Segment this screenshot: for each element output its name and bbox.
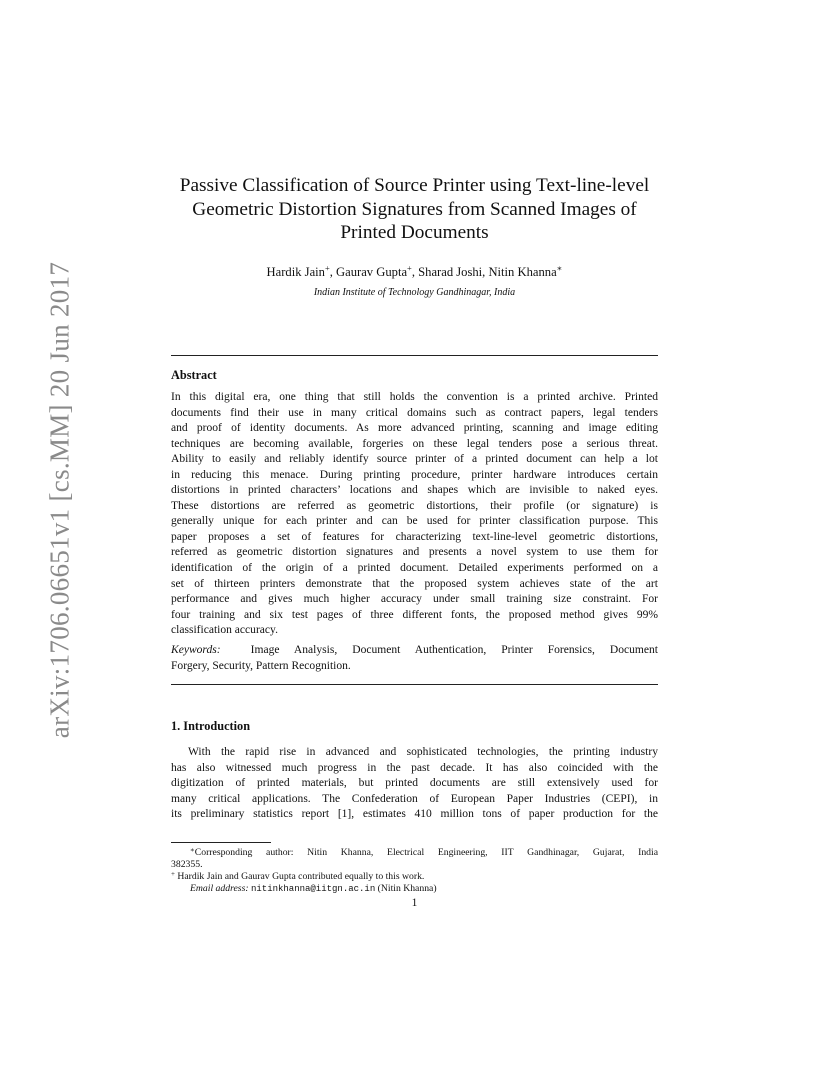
title-line: Printed Documents: [340, 222, 489, 243]
intro-line: digitization of printed materials, but printed documents are still extensively used for: [171, 777, 658, 790]
introduction-body: [171, 745, 658, 823]
abstract-line: distortions in printed characters’ locations and shapes which are invisible to naked eyes.: [171, 484, 658, 497]
abstract-body: [171, 390, 658, 639]
intro-line: its preliminary statistics report [1], estimates 410 million tons of paper production for the: [171, 808, 658, 821]
author-mark: +: [407, 263, 412, 273]
footnotes: [171, 847, 658, 895]
footnote-mark: +: [171, 870, 175, 878]
footnote-corresponding-cont: 382355.: [171, 859, 203, 870]
intro-line: With the rapid rise in advanced and sophisticated technologies, the printing industry: [188, 746, 658, 758]
author-mark: ∗: [556, 263, 563, 273]
abstract-line: four training and six test pages of three different fonts, the proposed method gives 99%: [171, 608, 658, 621]
abstract-line: in reducing this menace. During printing procedure, printer hardware introduces certain: [171, 468, 658, 481]
keywords-block: [171, 643, 658, 674]
abstract-line: set of thirteen printers demonstrate that the proposed system achieves state of the art: [171, 577, 658, 590]
email-label: Email address:: [190, 883, 249, 894]
author-list: Hardik Jain+, Gaurav Gupta+, Sharad Joshi, Nitin Khanna∗: [266, 263, 563, 279]
abstract-line: Ability to easily and reliably identify source printer of a printed document can help a lot: [171, 453, 658, 466]
section-heading-introduction: 1. Introduction: [171, 719, 251, 733]
abstract-line: performance and gives much higher accuracy under small training size constraint. For: [171, 593, 658, 606]
abstract-line: and proof of identity documents. As more advanced printing, scanning and image editing: [171, 422, 658, 435]
abstract-line: These distortions are referred as geometric distortions, their profile (or signature) is: [171, 499, 658, 512]
abstract-line: generally unique for each printer and can be used for printer classification purpose. This: [171, 515, 658, 528]
author-mark: +: [324, 263, 330, 273]
intro-line: has also witnessed much progress in the past decade. It has also coincided with the: [171, 761, 658, 774]
email-owner: (Nitin Khanna): [377, 883, 437, 894]
abstract-line: documents find their use in many critical domains such as contract papers, legal tenders: [171, 406, 658, 419]
footnote-mark: ∗: [190, 846, 195, 854]
author-name: Nitin Khanna: [488, 265, 557, 279]
abstract-heading: Abstract: [171, 368, 217, 382]
arxiv-stamp-text: arXiv:1706.06651v1 [cs.MM] 20 Jun 2017: [44, 261, 75, 739]
author-affiliation: Indian Institute of Technology Gandhinagar, India: [313, 287, 516, 298]
abstract-line: identification of the origin of a printed document. Detailed experiments performed on a: [171, 562, 658, 575]
title-line: Passive Classification of Source Printer using Text-line-level: [179, 175, 650, 196]
footnote-email: [171, 883, 658, 895]
abstract-top-rule: [171, 355, 658, 356]
footnote-equal-contribution: + Hardik Jain and Gaurav Gupta contributed equally to this work.: [171, 870, 425, 882]
abstract-line: classification accuracy.: [171, 624, 278, 637]
intro-line: many critical applications. The Confederation of European Paper Industries (CEPI), in: [171, 792, 658, 805]
author-name: Sharad Joshi: [418, 265, 483, 279]
author-name: Hardik Jain: [266, 265, 325, 279]
title-line: Geometric Distortion Signatures from Scanned Images of: [192, 198, 637, 220]
keywords-label: Keywords:: [171, 644, 221, 656]
paper-title: [171, 174, 658, 245]
email-address[interactable]: nitinkhanna@iitgn.ac.in: [251, 884, 376, 894]
author-name: Gaurav Gupta: [336, 265, 408, 279]
abstract-line: referred as geometric distortion signatures and presents a novel system to use them for: [171, 546, 658, 559]
keywords-line: Image Analysis, Document Authentication, Printer Forensics, Document: [250, 644, 658, 656]
abstract-line: In this digital era, one thing that still holds the convention is a printed archive. Printed: [171, 391, 658, 403]
footnote-rule: [171, 842, 271, 843]
footnote-corresponding: ∗Corresponding author: Nitin Khanna, Electrical Engineering, IIT Gandhinagar, Gujarat, India: [190, 846, 658, 858]
page-number: 1: [411, 897, 418, 909]
abstract-line: paper proposes a set of features for characterizing text-line-level geometric distortions,: [171, 530, 658, 543]
keywords-line: Forgery, Security, Pattern Recognition.: [171, 659, 351, 672]
abstract-line: techniques are becoming available, forgeries on these legal tenders pose a serious threat.: [171, 437, 658, 450]
abstract-bottom-rule: [171, 684, 658, 685]
